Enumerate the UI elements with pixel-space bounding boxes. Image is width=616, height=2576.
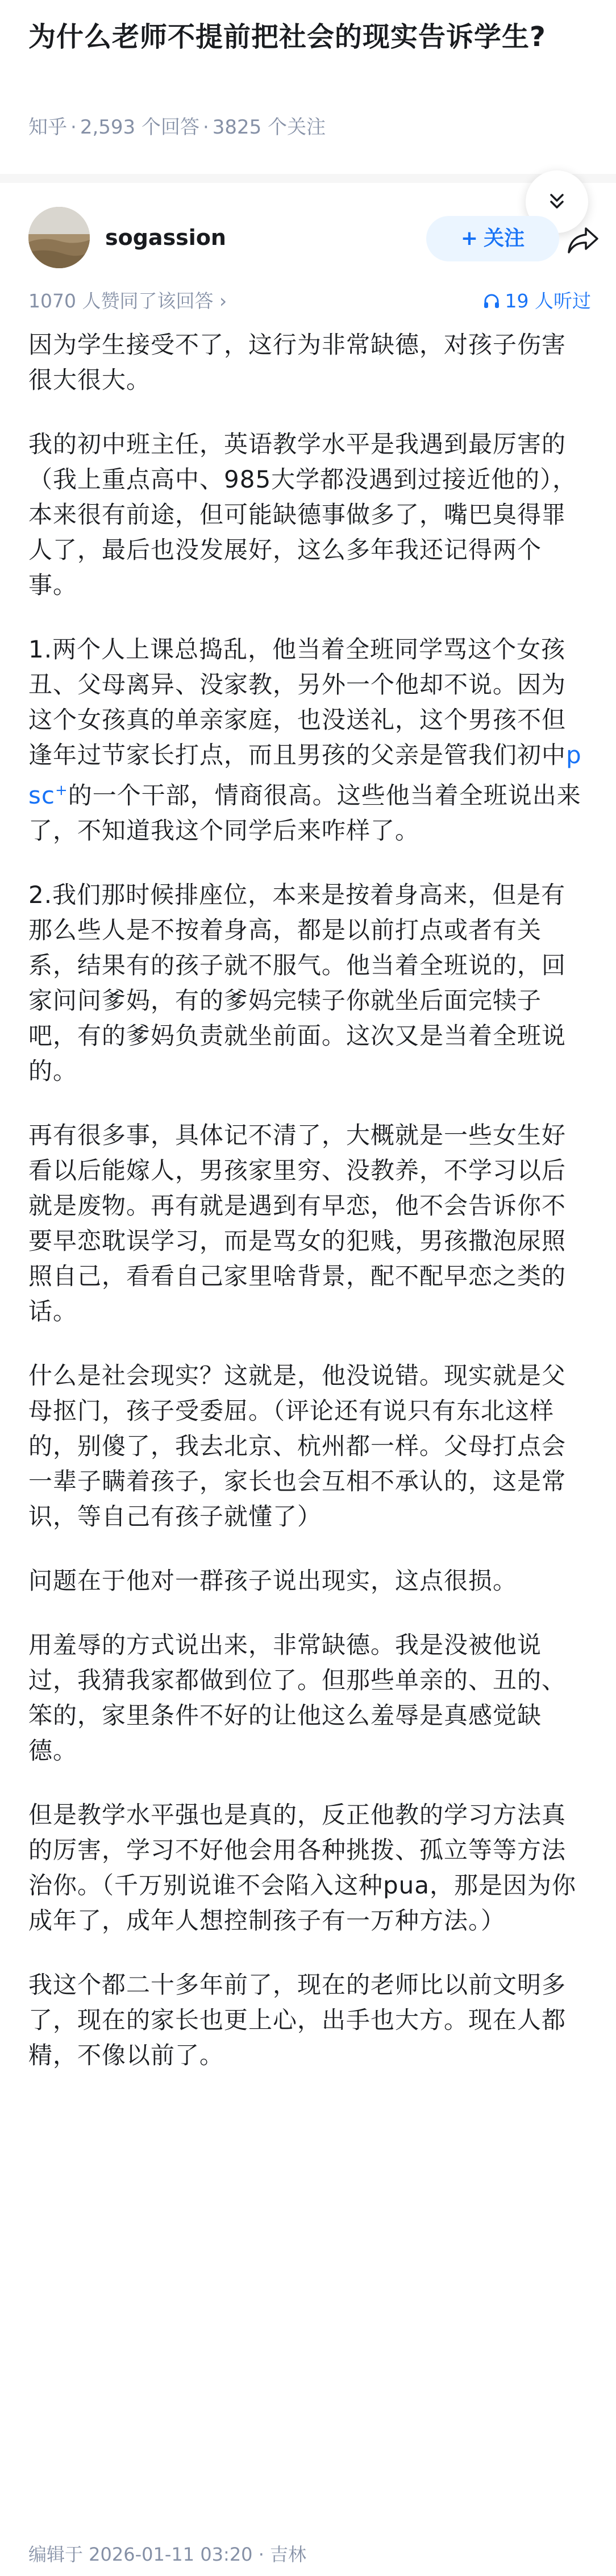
agree-count-label: 1070 人赞同了该回答 — [28, 290, 214, 312]
author-name[interactable]: sogassion — [105, 225, 226, 250]
answer-body — [28, 327, 589, 2102]
avatar-image — [28, 207, 90, 268]
follow-label: 关注 — [484, 227, 525, 250]
answer-paragraph — [28, 632, 589, 848]
listen-count[interactable] — [482, 287, 591, 315]
paragraph-text: 的一个干部，情商很高。这些他当着全班说出来了，不知道我这个同学后来咋样了。 — [28, 781, 581, 844]
keyword-link-icon: + — [55, 782, 68, 799]
answer-count[interactable]: 2,593 个回答 — [80, 116, 199, 139]
answer-paragraph: 我的初中班主任，英语教学水平是我遇到最厉害的（我上重点高中、985大学都没遇到过接近他的），本来很有前途，但可能缺德事做多了，嘴巴臭得罪人了，最后也没发展好，这么多年我还记得两个事。 — [28, 430, 577, 599]
answer-paragraph: 用羞辱的方式说出来，非常缺德。我是没被他说过，我猜我家都做到位了。但那些单亲的、丑的、笨的，家里条件不好的让他这么羞辱是真感觉缺德。 — [28, 1631, 567, 1765]
agree-count[interactable] — [28, 287, 227, 315]
listen-count-label: 19 人听过 — [505, 290, 591, 312]
answer-paragraph: 但是教学水平强也是真的，反正他教的学习方法真的厉害，学习不好他会用各种挑拨、孤立等等方法治你。（千万别说谁不会陷入这种pua，那是因为你成年了，成年人想控制孩子有一万种方法。） — [28, 1801, 577, 1934]
answer-paragraph: 我这个都二十多年前了，现在的老师比以前文明多了，现在的家长也更上心，出手也大方。现在人都精，不像以前了。 — [28, 1971, 567, 2069]
meta-separator: · — [202, 116, 209, 139]
answer-paragraph: 问题在于他对一群孩子说出现实，这点很损。 — [28, 1567, 518, 1595]
follow-button[interactable] — [426, 216, 559, 261]
paragraph-text: 1.两个人上课总捣乱，他当着全班同学骂这个女孩丑、父母离异、没家教，另外一个他却不说。因为这个女孩真的单亲家庭，也没送礼，这个男孩不但逢年过节家长打点，而且男孩的父亲是管我们初中 — [28, 635, 567, 769]
meta-separator: · — [70, 116, 77, 139]
headphones-icon — [482, 292, 501, 310]
section-divider — [0, 174, 616, 183]
answer-paragraph: 2.我们那时候排座位，本来是按着身高来，但是有那么些人是不按着身高，都是以前打点或者有关系，结果有的孩子就不服气。他当着全班说的，回家问问爹妈，有的爹妈完犊子你就坐后面完犊子吧，有的爹妈负责就坐前面。这次又是当着全班说的。 — [28, 881, 567, 1085]
keyword-text: psc — [28, 741, 582, 809]
question-title[interactable]: 为什么老师不提前把社会的现实告诉学生? — [28, 21, 546, 53]
question-meta — [28, 114, 326, 141]
author-row — [28, 205, 591, 270]
follower-count: 3825 个关注 — [212, 116, 326, 139]
answer-paragraph: 再有很多事，具体记不清了，大概就是一些女生好看以后能嫁人，男孩家里穷、没教养，不学习以后就是废物。再有就是遇到有早恋，他不会告诉你不要早恋耽误学习，而是骂女的犯贱，男孩撒泡尿照照自己，看看自己家里啥背景，配不配早恋之类的话。 — [28, 1121, 567, 1325]
stats-row — [28, 287, 591, 315]
avatar[interactable] — [28, 207, 90, 268]
answer-paragraph: 因为学生接受不了，这行为非常缺德，对孩子伤害很大很大。 — [28, 331, 567, 394]
share-arrow-icon[interactable] — [565, 222, 602, 258]
plus-icon: + — [460, 227, 478, 250]
answer-paragraph: 什么是社会现实？这就是，他没说错。现实就是父母抠门，孩子受委屈。（评论还有说只有东北这样的，别傻了，我去北京、杭州都一样。父母打点会一辈子瞒着孩子，家长也会互相不承认的，这是常识，等自己有孩子就懂了） — [28, 1362, 567, 1530]
chevron-right-icon: › — [219, 290, 227, 312]
source-label: 知乎 — [28, 116, 67, 139]
edit-timestamp: 编辑于 2026-01-11 03:20 · 吉林 — [28, 2544, 307, 2565]
